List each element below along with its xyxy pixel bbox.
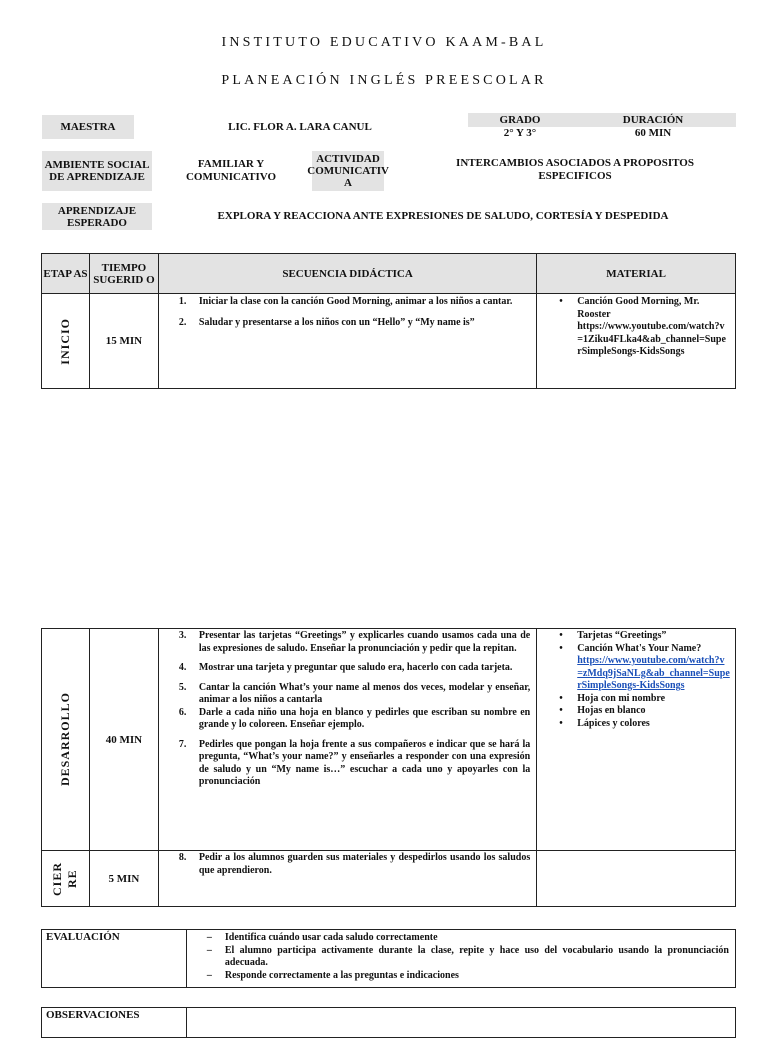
table-row: [42, 294, 736, 389]
step-item: 3. Presentar las tarjetas “Greetings” y explicarles cuando usamos cada una de las expresiones de saludo. Enseñar la pronunciación y pedir que la repitan.: [178, 630, 531, 654]
evaluacion-label: EVALUACIÓN: [46, 931, 120, 943]
material-desarrollo: [537, 629, 736, 851]
header-tiempo: TIEMPO SUGERID O: [89, 254, 158, 294]
table-row: [42, 629, 736, 851]
institution-title: INSTITUTO EDUCATIVO KAAM-BAL: [221, 35, 547, 50]
step-item: 4. Mostrar una tarjeta y preguntar que saludo era, hacerlo con cada tarjeta.: [178, 662, 513, 673]
stage-inicio: INICIO: [57, 317, 72, 365]
header-material: MATERIAL: [537, 254, 736, 294]
stage-desarrollo: DESARROLLO: [57, 692, 72, 787]
grado-label: GRADO: [499, 113, 541, 126]
step-item: 1. Iniciar la clase con la canción Good Morning, animar a los niños a cantar.: [178, 296, 513, 307]
duracion-value: 60 MIN: [634, 127, 672, 139]
step-item: 2. Saludar y presentarse a los niños con un “Hello” y “My name is”: [178, 316, 475, 328]
actividad-label: ACTIVIDAD COMUNICATIV A: [307, 153, 389, 189]
evaluacion-table: [41, 929, 736, 988]
song-link[interactable]: https://www.youtube.com/watch?v=zMdq9jSaNLg&ab_channel=SuperSimpleSongs-KidsSongs: [577, 655, 730, 691]
grado-value: 2° Y 3°: [503, 127, 537, 139]
observaciones-label: OBSERVACIONES: [46, 1009, 140, 1021]
observaciones-table: [41, 1007, 736, 1038]
sequence-desarrollo: [158, 629, 536, 851]
material-item: • Canción What's Your Name? https://www.youtube.com/watch?v=zMdq9jSaNLg&ab_channel=SuperSimpleSongs-KidsSongs: [559, 642, 730, 691]
time-inicio: 15 MIN: [89, 294, 158, 389]
stage-cell: [42, 294, 90, 389]
time-desarrollo: 40 MIN: [89, 629, 158, 851]
aprendizaje-value: EXPLORA Y REACCIONA ANTE EXPRESIONES DE SALUDO, CORTESÍA Y DESPEDIDA: [217, 210, 669, 222]
stage-cell: [42, 851, 90, 907]
evaluacion-label-cell: [42, 930, 187, 988]
evaluacion-item: – Identifica cuándo usar cada saludo correctamente: [206, 932, 438, 943]
material-item: • Lápices y colores: [559, 717, 650, 729]
aprendizaje-label: APRENDIZAJE ESPERADO: [42, 203, 152, 230]
material-item: • Canción Good Morning, Mr. Rooster https://www.youtube.com/watch?v=1Ziku4FLka4&ab_channel=SuperSimpleSongs-KidsSongs: [559, 296, 726, 357]
ambiente-value: FAMILIAR Y COMUNICATIVO: [185, 158, 277, 183]
maestra-value: LIC. FLOR A. LARA CANUL: [228, 120, 372, 133]
material-item: • Tarjetas “Greetings”: [559, 630, 667, 641]
step-item: 8. Pedir a los alumnos guarden sus materiales y despedirlos usando los saludos que aprendieron.: [178, 852, 531, 876]
actividad-value: INTERCAMBIOS ASOCIADOS A PROPOSITOS ESPECIFICOS: [456, 157, 694, 182]
material-item: • Hojas en blanco: [559, 705, 646, 716]
header-etapas: ETAP AS: [42, 254, 90, 294]
document-subtitle: PLANEACIÓN INGLÉS PREESCOLAR: [221, 73, 547, 88]
stage-cierre: CIER RE: [50, 861, 80, 896]
step-item: 5. Cantar la canción What’s your name al menos dos veces, modelar y enseñar, animar a los niños a cantarla: [178, 681, 531, 705]
evaluacion-item: – El alumno participa activamente durante la clase, repite y hace uso del vocabulario usando la pronunciación adecuada.: [206, 944, 729, 968]
material-inicio: [537, 294, 736, 389]
step-item: 7. Pedirles que pongan la hoja frente a sus compañeros e indicar que se hará la pregunta, “What’s your name?” y enseñarles a responder con una expresión de saludo y un “My name is…” escuchar a cada uno y apoyarles con la pronunciación: [178, 738, 531, 787]
duracion-label: DURACIÓN: [622, 113, 684, 126]
material-item: • Hoja con mi nombre: [559, 692, 666, 704]
material-cierre: [537, 851, 736, 907]
observaciones-label-cell: [42, 1008, 187, 1038]
sequence-table-bottom: [41, 628, 736, 907]
step-item: 6. Darle a cada niño una hoja en blanco y pedirles que escriban su nombre en grande y lo coloreen. Enseñar ejemplo.: [178, 706, 531, 730]
sequence-table-top: [41, 253, 736, 389]
sequence-cierre: [158, 851, 536, 907]
stage-cell: [42, 629, 90, 851]
time-cierre: 5 MIN: [89, 851, 158, 907]
evaluacion-items: [186, 930, 735, 988]
header-secuencia: SECUENCIA DIDÁCTICA: [158, 254, 536, 294]
maestra-label: MAESTRA: [42, 115, 134, 139]
evaluacion-item: – Responde correctamente a las preguntas e indicaciones: [206, 969, 459, 981]
sequence-inicio: [158, 294, 536, 389]
material-url: https://www.youtube.com/watch?v=1Ziku4FLka4&ab_channel=SuperSimpleSongs-KidsSongs: [577, 321, 726, 357]
observaciones-content: [186, 1008, 735, 1038]
ambiente-label: AMBIENTE SOCIAL DE APRENDIZAJE: [42, 151, 152, 191]
table-row: [42, 851, 736, 907]
